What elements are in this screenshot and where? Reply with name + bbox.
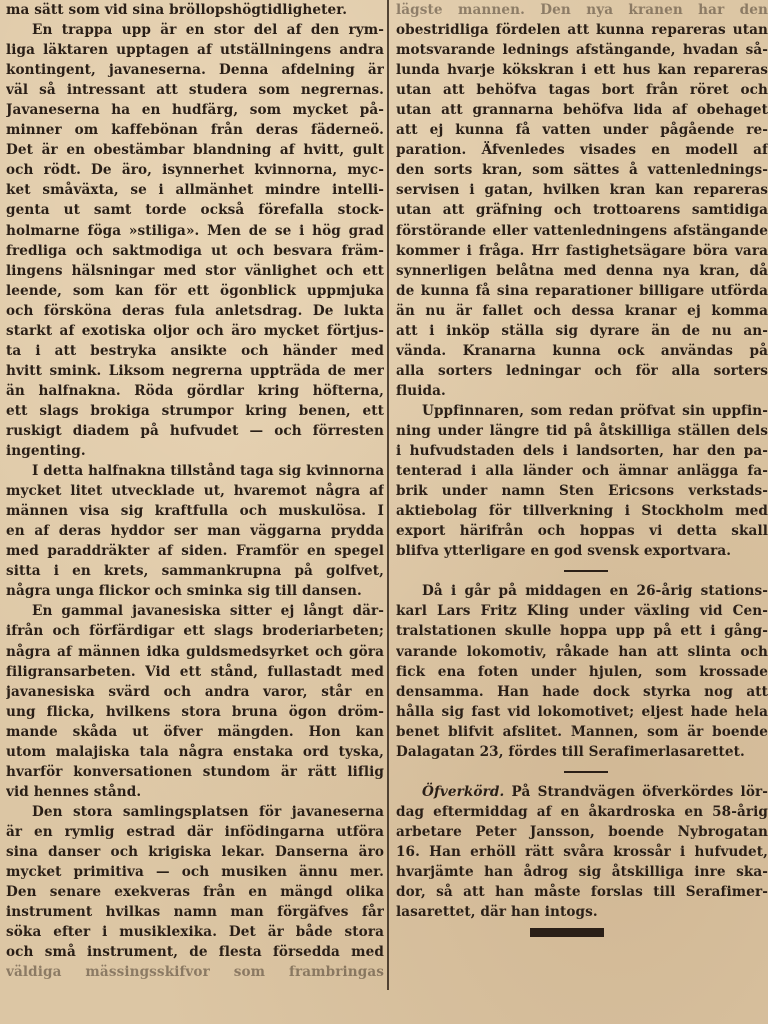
text-line: densamma. Han hade dock styrka nog att [396, 683, 768, 700]
section-separator [396, 561, 768, 581]
text-line: blifva ytterligare en god svensk exportvara. [396, 543, 732, 560]
text-line: lägste mannen. Den nya kranen har den [396, 2, 768, 18]
text-line: brik under namn Sten Ericsons verkstads- [396, 483, 768, 500]
text-line: ning under längre tid på åtskilliga ställen dels [396, 422, 768, 439]
text-line: ung flicka, hvilkens stora bruna ögon dröm- [6, 703, 384, 720]
text-line: tralstationen skulle hoppa upp på ett i gång- [396, 623, 768, 640]
text-line: Det är en obestämbar blandning af hvitt, gult [6, 142, 384, 159]
end-bar [396, 922, 768, 942]
text-line: Den stora samlingsplatsen för javaneserna [32, 803, 384, 820]
text-line: utan att behöfva tagas bort från röret och [396, 82, 768, 99]
text-line: synnerligen belåtna med denna nya kran, då [396, 262, 768, 279]
text-line: hvarför konversationen stundom är rätt liflig [6, 763, 384, 780]
left-column [6, 0, 384, 992]
text-line: utan att gräfning och trottoarens samtidiga [396, 202, 768, 219]
text-line: karl Lars Fritz Kling under växling vid Cen- [396, 603, 768, 620]
text-line: utan att grannarna behöfva lida af obehaget [396, 102, 768, 119]
text-line: sitta i en krets, sammankrupna på golfvet, [6, 563, 384, 580]
text-line: lunda hvarje kökskran i ett hus kan repareras [396, 62, 768, 79]
text-line: ingenting. [6, 443, 86, 460]
text-line: hvitt smink. Liksom negrerna uppträda de mer [6, 362, 384, 379]
text-line: söka efter i musiklexika. Det är både stora [6, 924, 384, 941]
text-line: väl så intressant att studera som negrernas. [6, 82, 384, 99]
text-line: minner om kaffebönan från deras fäderneö. [6, 122, 384, 139]
text-line: mycket litet utvecklade ut, hvaremot några af [6, 483, 384, 500]
text-line: lasarettet, där han intogs. [396, 904, 598, 921]
text-line: En gammal javanesiska sitter ej långt där- [32, 603, 384, 620]
text-line: benet blifvit afslitet. Mannen, som är boende [396, 723, 768, 740]
text-line: tenterad i alla länder och ämnar anlägga fa- [396, 463, 768, 480]
text-line: ett slags brokiga strumpor kring benen, ett [6, 402, 384, 419]
text-line: kontingent, javaneserna. Denna afdelning är [6, 62, 384, 79]
text-line: utom malajiska tala några enstaka ord tyska, [6, 743, 384, 760]
text-line: En trappa upp är en stor del af den rym- [32, 22, 384, 39]
text-line: sina danser och krigiska lekar. Danserna äro [6, 843, 384, 860]
text-line: servisen i gatan, hvilken kran kan repareras [396, 182, 768, 199]
text-line: fluida. [396, 382, 446, 399]
text-line: Dalagatan 23, fördes till Serafimerlasarettet. [396, 743, 745, 760]
text-line: några af männen idka guldsmedsyrket och göra [6, 643, 384, 660]
text-line: fredliga och saktmodiga ut och besvara främ- [6, 242, 384, 259]
text-line: förstörande eller vattenledningens afstängande [396, 222, 768, 239]
text-line: och små instrument, de flesta försedda med [6, 944, 384, 961]
text-line: lingens hälsningar med stor vänlighet och ett [6, 262, 384, 279]
text-line: arbetare Peter Jansson, boende Nybrogatan [396, 823, 768, 840]
text-line: fick ena foten under hjulen, som krossade [396, 663, 768, 680]
text-line: några unga flickor och sminka sig till dansen. [6, 583, 362, 600]
text-line: javanesiska svärd och andra varor, står en [6, 683, 384, 700]
section-separator [396, 762, 768, 782]
text-line: hålla sig fast vid lokomotivet; eljest hade hela [396, 703, 768, 720]
right-column [396, 0, 768, 992]
text-line: genta ut samt torde också förefalla stock- [6, 202, 384, 219]
text-line: holmarne föga »stiliga». Men de se i hög grad [6, 222, 384, 239]
italic-lead: Öfverkörd. [422, 783, 505, 800]
text-line: 16. Han erhöll rätt svåra krossår i hufvudet, [396, 843, 768, 860]
text-line: alla sorters ledningar och för alla sorters [396, 362, 768, 379]
text-line: Då i går på middagen en 26-årig stations- [422, 583, 768, 600]
text-line: paration. Äfvenledes visades en modell af [396, 142, 768, 159]
text-line: och försköna deras fula anletsdrag. De lukta [6, 302, 384, 319]
text-line: leende, som kan för ett ögonblick uppmjuka [6, 282, 384, 299]
text-line: varande lokomotiv, råkade han att slinta och [396, 643, 768, 660]
text-line: hvarjämte han ådrog sig åtskilliga inre ska- [396, 864, 768, 881]
text-line: liga läktaren upptagen af utställningens andra [6, 42, 384, 59]
text-line: Javaneserna ha en hudfärg, som mycket på- [6, 102, 384, 119]
text-line: de kunna få sina reparationer billigare utförda [396, 282, 768, 299]
text-line: i hufvudstaden dels i landsorten, har den pa- [396, 443, 768, 460]
column-rule [387, 0, 389, 990]
text-line: export härifrån och hoppas vi detta skall [396, 523, 768, 540]
text-line: filigransarbeten. Vid ett stånd, fullastadt med [6, 663, 384, 680]
text-line: mande skåda ut öfver mängden. Hon kan [6, 723, 384, 740]
text-line: ifrån och förfärdigar ett slags broderiarbeten; [6, 623, 384, 640]
text-line: motsvarande lednings afstängande, hvadan så- [396, 42, 768, 59]
text-line: ta i att bestryka ansikte och händer med [6, 342, 384, 359]
text-line: en af deras hyddor ser man väggarna prydda [6, 523, 384, 540]
text-line: Öfverkörd. På Strandvägen öfverkördes lör- [422, 783, 768, 800]
text-line: väldiga mässingsskifvor som frambringas [6, 964, 384, 981]
text-line: mycket primitiva — och musiken ännu mer. [6, 864, 384, 881]
text-line: med paraddräkter af siden. Framför en spegel [6, 543, 384, 560]
text-line: den sorts kran, som sättes å vattenlednings- [396, 162, 768, 179]
text-line: vid hennes stånd. [6, 783, 142, 800]
text-line: Uppfinnaren, som redan pröfvat sin uppfin- [422, 402, 768, 419]
text-line: är en rymlig estrad där infödingarna utföra [6, 823, 384, 840]
text-line: än nu är fallet och dessa kranar ej komma [396, 302, 768, 319]
text-line: än halfnakna. Röda gördlar kring höfterna, [6, 382, 384, 399]
text-line: vända. Kranarna kunna ock användas på [396, 342, 768, 359]
text-line: ket småväxta, se i allmänhet mindre intelli- [6, 182, 384, 199]
text-line: männen visa sig kraftfulla och muskulösa. I [6, 503, 384, 520]
text-line: dag eftermiddag af en åkardroska en 58-årig [396, 803, 768, 820]
text-line: Den senare exekveras från en mängd olika [6, 884, 384, 901]
text-line: aktiebolag för tillverkning i Stockholm med [396, 503, 768, 520]
text-line: instrument hvilkas namn man förgäfves får [6, 904, 384, 921]
text-line: ruskigt diadem på hufvudet — och förresten [6, 422, 384, 439]
text-line: I detta halfnakna tillstånd taga sig kvinnorna [32, 463, 384, 480]
text-line: att ej kunna få vatten under pågående re- [396, 122, 768, 139]
text-line: ma sätt som vid sina bröllopshögtidligheter. [6, 2, 348, 18]
text-line: obestridliga fördelen att kunna repareras utan [396, 22, 768, 39]
text-line: kommer i fråga. Hrr fastighetsägare böra vara [396, 242, 768, 259]
text-line: dor, så att han måste forslas till Serafimer- [396, 884, 768, 901]
text-line: starkt af exotiska oljor och äro mycket förtjus- [6, 322, 384, 339]
text-line: att i inköp ställa sig dyrare än de nu an- [396, 322, 768, 339]
text-line: och rödt. De äro, isynnerhet kvinnorna, myc- [6, 162, 384, 179]
